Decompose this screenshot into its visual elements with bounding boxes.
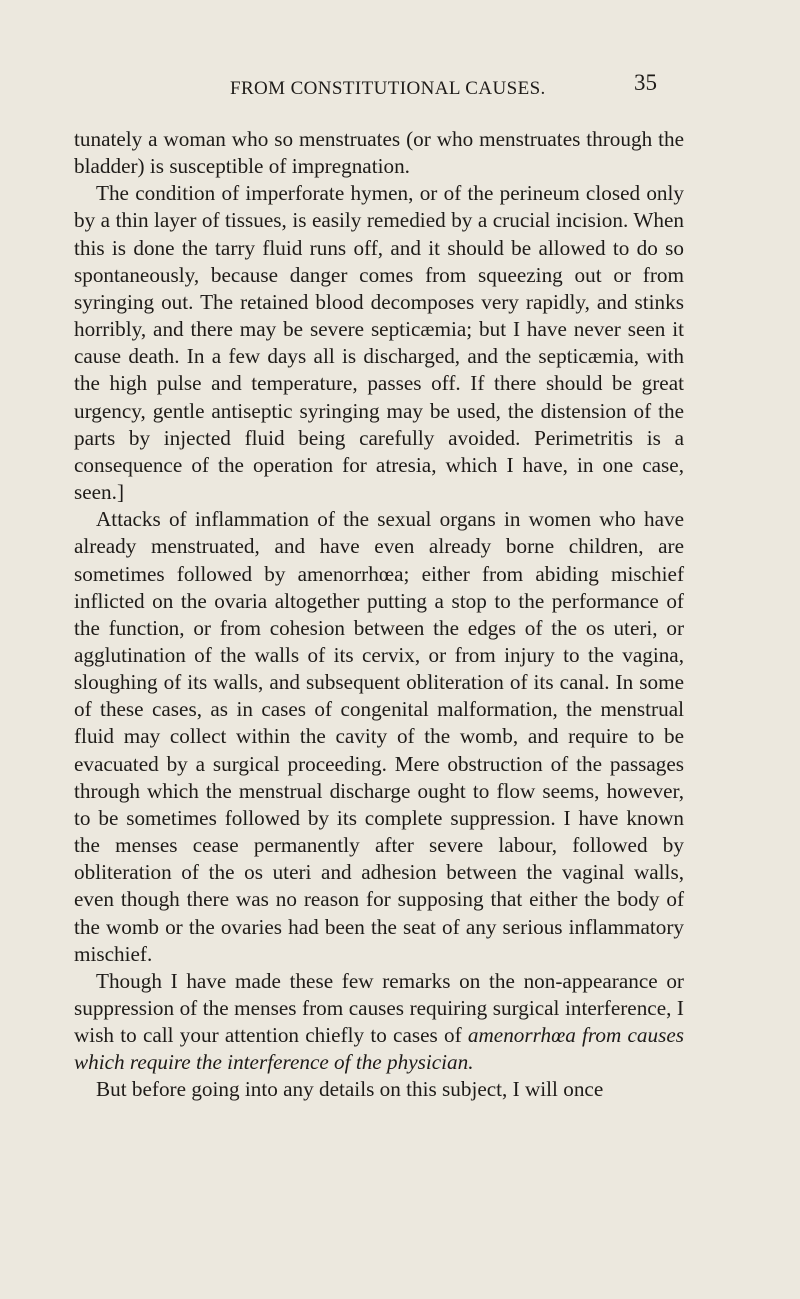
paragraph-closing: But before going into any details on this subject, I will once	[96, 1077, 604, 1102]
paragraph-continued: tunately a woman who so menstruates (or who menstruates through the bladder) is susceptible of impregnation.	[74, 127, 684, 179]
running-title: FROM CONSTITUTIONAL CAUSES.	[230, 78, 546, 99]
italic-phrase: amenorrhœa from causes which require the interference of the physician.	[74, 1023, 685, 1075]
body-text	[74, 126, 684, 1104]
running-head	[0, 70, 800, 108]
paragraph-inflammation: Attacks of inflammation of the sexual organs in women who have already menstruated, and have even already borne children, are sometimes followed by amenorrhœa; either from abiding mischief inflicted on the ovaria altogether putting a stop to the performance of the function, or from cohesion between the edges of the os uteri, or agglutination of the walls of its cervix, or from injury to the vagina, sloughing of its walls, and subsequent obliteration of its canal. In some of these cases, as in cases of congenital malformation, the menstrual fluid may collect within the cavity of the womb, and require to be evacuated by a surgical proceeding. Mere obstruction of the passages through which the menstrual discharge ought to flow seems, however, to be sometimes followed by its complete suppression. I have known the menses cease permanently after severe labour, followed by obliteration of the os uteri and adhesion between the vaginal walls, even though there was no reason for supposing that either the body of the womb or the ovaries had been the seat of any serious inflammatory mischief.	[74, 507, 684, 966]
paragraph-text: Though I have made these few remarks on the non-appearance or suppression of the menses from causes requiring surgical interference, I wish to call your attention chiefly to cases of	[74, 968, 684, 1048]
paragraph-imperforate-hymen: The condition of imperforate hymen, or of the perineum closed only by a thin layer of tissues, is easily remedied by a crucial incision. When this is done the tarry fluid runs off, and it should be allowed to do so spontaneously, because danger comes from squeezing out or from syringing out. The retained blood decomposes very rapidly, and stinks horribly, and there may be severe septicæmia; but I have never seen it cause death. In a few days all is discharged, and the septicæmia, with the high pulse and temperature, passes off. If there should be great urgency, gentle antiseptic syringing may be used, the distension of the parts by injected fluid being carefully avoided. Perimetritis is a consequence of the operation for atresia, which I have, in one case, seen.]	[74, 181, 684, 505]
paragraph-surgical-interference	[74, 968, 684, 1077]
page-number: 35	[634, 70, 657, 95]
